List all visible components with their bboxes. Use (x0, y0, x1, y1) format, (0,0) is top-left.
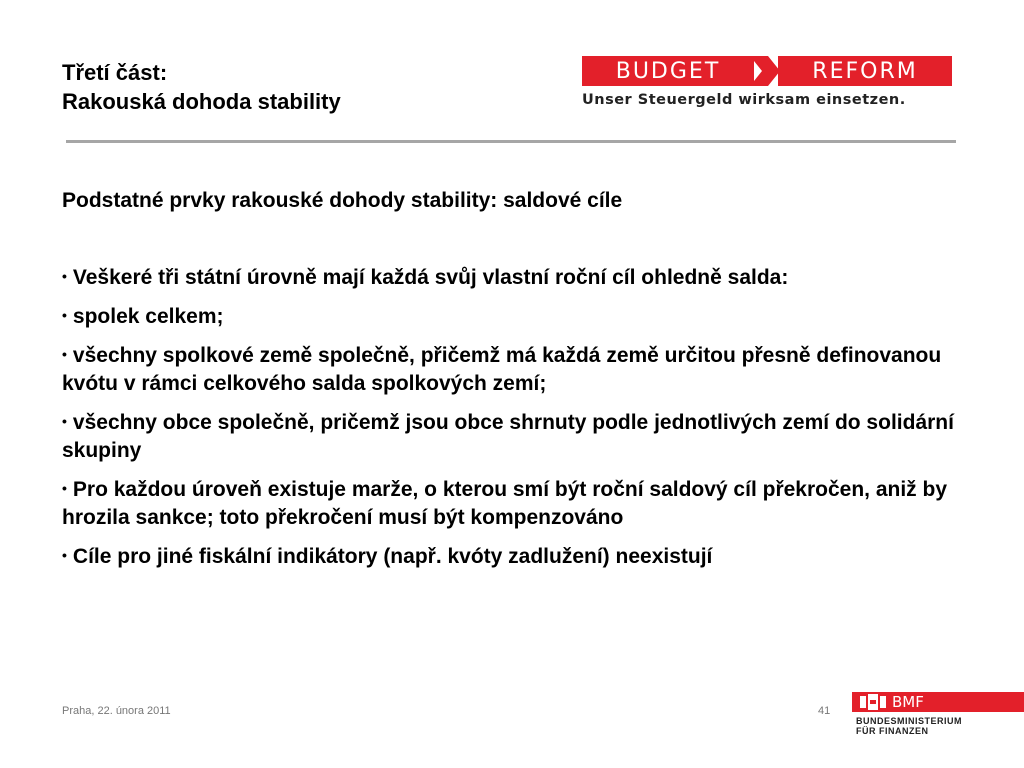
bullet-icon: • (62, 413, 67, 429)
footer-place-date: Praha, 22. února 2011 (62, 705, 171, 717)
bullet-text: všechny obce společně, pričemž jsou obce shrnuty podle jednotlivých zemí do solidární skupiny (62, 411, 954, 462)
bullet-item (62, 474, 962, 532)
section-subtitle: Podstatné prvky rakouské dohody stability: saldové cíle (62, 189, 623, 212)
bullet-item (62, 407, 962, 465)
bmf-line-2: FÜR FINANZEN (856, 726, 929, 736)
eagle-emblem-icon (858, 694, 888, 710)
bullet-icon: • (62, 547, 67, 563)
bmf-word: BMF (892, 693, 924, 711)
bullet-item (62, 340, 962, 398)
logo-word-reform: REFORM (812, 58, 918, 84)
slide-title (62, 58, 341, 116)
bmf-line-1: BUNDESMINISTERIUM (856, 716, 963, 726)
bullet-text: Pro každou úroveň existuje marže, o kterou smí být roční saldový cíl překročen, aniž by hrozila sankce; toto překročení musí být kompenzováno (62, 478, 948, 529)
header-divider (66, 140, 956, 143)
logo-bar-left (582, 56, 754, 86)
logo-bar-right (778, 56, 952, 86)
bmf-logo-bar (852, 692, 1024, 712)
bullet-icon: • (62, 307, 67, 323)
slide-title-line-2: Rakouská dohoda stability (62, 89, 341, 114)
bullet-icon: • (62, 480, 67, 496)
bullet-text: Cíle pro jiné fiskální indikátory (např. kvóty zadlužení) neexistují (72, 545, 713, 568)
bullet-text: spolek celkem; (72, 305, 224, 328)
logo-word-budget: BUDGET (615, 58, 721, 84)
bullet-text: všechny spolkové země společně, přičemž má každá země určitou přesně definovanou kvótu v rámci celkového salda spolkových zemí; (62, 344, 942, 395)
bullet-list (62, 262, 962, 580)
logo-tagline: Unser Steuergeld wirksam einsetzen. (582, 92, 906, 108)
page-number: 41 (818, 705, 831, 717)
bullet-item (62, 301, 962, 331)
bullet-icon: • (62, 346, 67, 362)
bmf-logo (852, 692, 1024, 740)
budget-reform-logo (578, 52, 958, 116)
bullet-text: Veškeré tři státní úrovně mají každá svůj vlastní roční cíl ohledně salda: (72, 266, 789, 289)
bullet-item (62, 262, 962, 292)
bullet-icon: • (62, 268, 67, 284)
bullet-item (62, 541, 962, 571)
slide-title-line-1: Třetí část: (62, 60, 168, 85)
